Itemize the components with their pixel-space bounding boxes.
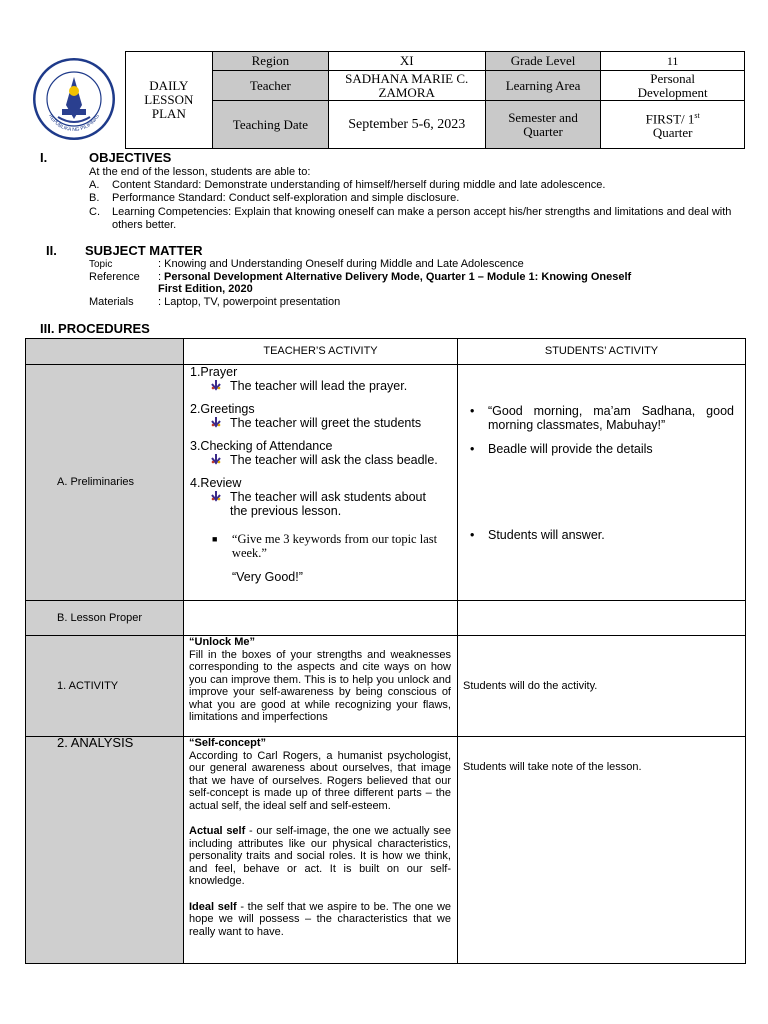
dot-bullet-icon: • [470, 442, 475, 456]
square-bullet-icon: ■ [212, 534, 218, 544]
reference-value-2: First Edition, 2020 [158, 283, 253, 295]
date-label: Teaching Date [213, 101, 329, 149]
activity-teacher-cell [184, 636, 458, 737]
objective-a-text: Content Standard: Demonstrate understanding of himself/herself during middle and late adolescence. [112, 179, 606, 191]
dot-bullet-icon: • [470, 404, 475, 418]
proc-corner-cell [26, 339, 184, 365]
teacher-activity-header: TEACHER’S ACTIVITY [184, 339, 458, 365]
objectives-intro: At the end of the lesson, students are able to: [89, 166, 311, 178]
reference-value-1: Personal Development Alternative Delivery Mode, Quarter 1 – Module 1: Knowing Oneself [164, 271, 632, 283]
area-value [601, 71, 745, 101]
objective-b-text: Performance Standard: Conduct self-exploration and simple disclosure. [112, 192, 460, 204]
prayer-item [190, 379, 451, 393]
activity-students-cell [458, 636, 746, 737]
students-activity-header: STUDENTS’ ACTIVITY [458, 339, 746, 365]
review-item [190, 490, 451, 518]
grade-value: 11 [601, 52, 745, 71]
lesson-proper-students-cell [458, 601, 746, 636]
actual-self-text: - our self-image, the one we actually see including attributes like our physical characteristics, personality traits and social roles. It is how we think, and feel, behave or act. It is built on our self-knowledge. [189, 825, 451, 887]
activity-label-cell [26, 636, 184, 737]
very-good-text: “Very Good!” [232, 570, 303, 584]
greetings-heading: 2.Greetings [190, 402, 255, 416]
lesson-proper-label: B. Lesson Proper [57, 611, 142, 624]
lesson-proper-teacher-cell [184, 601, 458, 636]
semester-end: Quarter [652, 125, 693, 141]
review-question-text: “Give me 3 keywords from our topic last week.” [231, 532, 438, 560]
grade-label: Grade Level [485, 52, 601, 71]
header-table [23, 51, 745, 149]
arrow-bullet-icon [210, 379, 222, 391]
activity-label: 1. ACTIVITY [57, 679, 119, 692]
area-label: Learning Area [485, 71, 601, 101]
student-beadle [458, 432, 745, 456]
actual-self-term: Actual self [189, 825, 246, 837]
objective-c-letter: C. [89, 206, 100, 218]
prayer-heading: 1.Prayer [190, 365, 238, 379]
objective-a-letter: A. [89, 179, 100, 191]
semester-label [485, 101, 601, 149]
doc-type-line-1: DAILY [149, 78, 189, 93]
objective-b-letter: B. [89, 192, 100, 204]
objectives-title: OBJECTIVES [89, 150, 172, 165]
activity-student-text: Students will do the activity. [463, 679, 598, 692]
student-greeting-text: “Good morning, ma’am Sadhana, good morning classmates, Mabuhay!” [488, 404, 734, 432]
materials-label: Materials [89, 296, 134, 308]
attendance-item-text: The teacher will ask the class beadle. [230, 453, 438, 467]
region-value: XI [328, 52, 485, 71]
student-greeting [458, 365, 745, 432]
ideal-self-term: Ideal self [189, 900, 237, 913]
objective-c-text: Learning Competencies: Explain that knowing oneself can make a person accept his/her strengths and limitations and deal with others better. [112, 206, 732, 231]
attendance-item [190, 453, 451, 467]
preliminaries-label: A. Preliminaries [57, 476, 135, 489]
doc-type-cell [125, 52, 213, 149]
lesson-proper-label-cell [26, 601, 184, 636]
objectives-num: I. [40, 150, 48, 165]
topic-value: : Knowing and Understanding Oneself during Middle and Late Adolescence [158, 258, 524, 270]
greetings-item [190, 416, 451, 430]
teacher-label: Teacher [213, 71, 329, 101]
ideal-self-paragraph [189, 901, 451, 939]
reference-label: Reference [89, 271, 140, 283]
subject-num: II. [46, 243, 57, 258]
student-beadle-text: Beadle will provide the details [488, 442, 653, 456]
activity-title: “Unlock Me” [189, 636, 256, 648]
doc-type-line-2: LESSON [144, 92, 194, 107]
procedures-table [25, 338, 746, 964]
materials-value: : Laptop, TV, powerpoint presentation [158, 296, 341, 308]
deped-logo-cell [23, 52, 125, 149]
doc-type-line-3: PLAN [151, 106, 186, 121]
ideal-self-text: - the self that we aspire to be. The one we hope we will possess – the characteristics that we really want to have. [189, 900, 451, 938]
topic-label: Topic [89, 259, 113, 270]
student-answer [458, 456, 745, 542]
prayer-item-text: The teacher will lead the prayer. [230, 379, 408, 393]
analysis-students-cell [458, 737, 746, 964]
analysis-text: According to Carl Rogers, a humanist psychologist, our general awareness about ourselves, that image that we have of ourselves. Rogers believed that our self-concept is made up of three different parts – the actual self, the ideal self and self-esteem. [189, 749, 451, 812]
arrow-bullet-icon [210, 490, 222, 502]
analysis-label-cell [26, 737, 184, 964]
review-heading: 4.Review [190, 476, 242, 490]
reference-colon: : [158, 271, 162, 283]
semester-sup: st [694, 110, 700, 120]
logo-text-bottom: REPUBLIKA NG PILIPINAS [46, 112, 101, 133]
procedures-title: III. PROCEDURES [40, 321, 150, 336]
semester-main: FIRST/ 1 [645, 111, 695, 127]
teacher-value: SADHANA MARIE C. ZAMORA [328, 71, 485, 101]
attendance-heading: 3.Checking of Attendance [190, 439, 333, 453]
preliminaries-students-cell [458, 365, 746, 601]
arrow-bullet-icon [210, 416, 222, 428]
activity-text: Fill in the boxes of your strengths and weaknesses corresponding to the aspects and cite ways on how you can improve them. This is to help you unlock and improve your self-awareness by being conscious of what you are good at while recognizing your flaws, limitations and imperfections [189, 648, 451, 723]
actual-self-paragraph [189, 825, 451, 888]
review-item-text: The teacher will ask students about the previous lesson. [230, 490, 426, 518]
analysis-label: 2. ANALYSIS [57, 735, 134, 750]
analysis-student-text: Students will take note of the lesson. [463, 761, 642, 773]
semester-label-text: Semester and Quarter [508, 109, 578, 139]
analysis-title: “Self-concept” [189, 737, 267, 749]
region-label: Region [213, 52, 329, 71]
subject-title: SUBJECT MATTER [85, 243, 203, 258]
arrow-bullet-icon [210, 453, 222, 465]
dot-bullet-icon: • [470, 528, 475, 542]
preliminaries-teacher-cell [184, 365, 458, 601]
date-value: September 5-6, 2023 [328, 101, 485, 149]
preliminaries-label-cell [26, 365, 184, 601]
student-answer-text: Students will answer. [488, 528, 605, 542]
analysis-teacher-cell [184, 737, 458, 964]
greetings-item-text: The teacher will greet the students [230, 416, 422, 430]
semester-value [601, 101, 745, 149]
logo-text-top [32, 57, 116, 59]
area-value-text: Personal Development [637, 70, 708, 100]
deped-seal-icon [32, 57, 116, 141]
review-question [190, 532, 451, 560]
